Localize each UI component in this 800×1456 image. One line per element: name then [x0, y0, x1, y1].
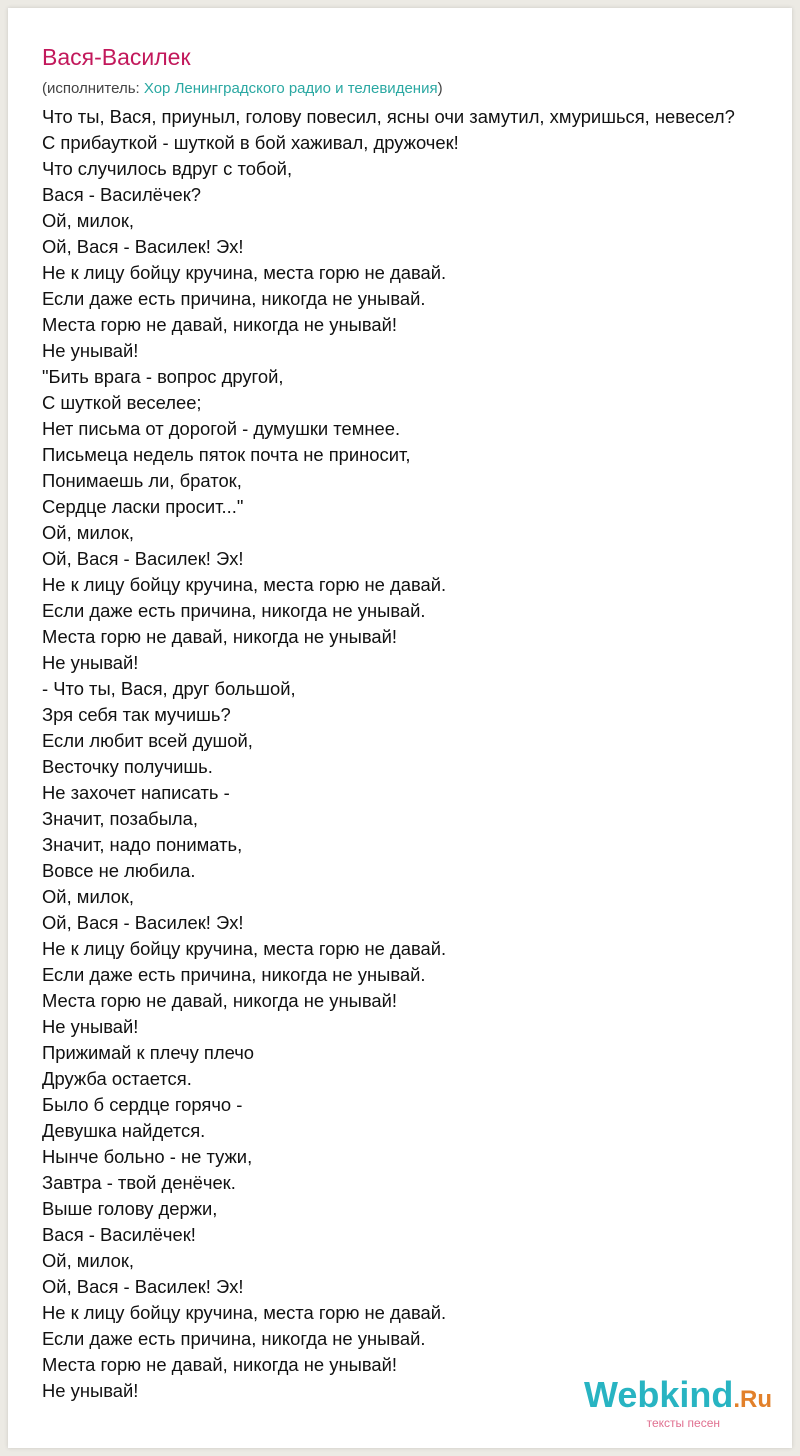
lyric-line: Ой, Вася - Василек! Эх!: [42, 912, 244, 933]
performer-prefix: (исполнитель:: [42, 80, 144, 97]
lyric-line: С шуткой веселее;: [42, 392, 202, 413]
performer-link[interactable]: Хор Ленинградского радио и телевидения: [143, 80, 438, 97]
lyric-line: Места горю не давай, никогда не унывай!: [42, 314, 397, 335]
lyric-line: Что ты, Вася, приуныл, голову повесил, ясны очи замутил, хмуришься, невесел?: [42, 106, 735, 127]
lyric-line: Ой, милок,: [42, 1250, 135, 1271]
lyric-line: Нет письма от дорогой - думушки темнее.: [42, 418, 401, 439]
lyric-line: "Бить врага - вопрос другой,: [42, 366, 284, 387]
lyric-line: Что случилось вдруг с тобой,: [42, 158, 293, 179]
lyric-line: Не захочет написать -: [42, 782, 230, 803]
lyric-line: Не унывай!: [42, 340, 139, 361]
brand-name: Webkind: [583, 1374, 734, 1415]
lyric-line: Письмеца недель пяток почта не приносит,: [42, 444, 411, 465]
lyric-line: Значит, позабыла,: [42, 808, 199, 829]
brand-tagline: тексты песен: [646, 1416, 720, 1430]
song-title: Вася-Василек: [42, 44, 191, 70]
lyric-line: Ой, милок,: [42, 210, 135, 231]
lyric-line: Места горю не давай, никогда не унывай!: [42, 990, 397, 1011]
lyric-line: Места горю не давай, никогда не унывай!: [42, 1354, 397, 1375]
lyric-line: Понимаешь ли, браток,: [42, 470, 242, 491]
lyric-line: Если даже есть причина, никогда не унывай.: [42, 1328, 426, 1349]
lyric-line: Если даже есть причина, никогда не унывай.: [42, 288, 426, 309]
lyric-line: Ой, Вася - Василек! Эх!: [42, 548, 244, 569]
lyric-line: Вовсе не любила.: [42, 860, 196, 881]
performer-suffix: ): [437, 80, 443, 97]
lyric-line: Места горю не давай, никогда не унывай!: [42, 626, 397, 647]
lyric-line: Если даже есть причина, никогда не унывай.: [42, 964, 426, 985]
lyric-line: Ой, Вася - Василек! Эх!: [42, 1276, 244, 1297]
lyric-line: Не к лицу бойцу кручина, места горю не давай.: [42, 262, 447, 283]
site-logo[interactable]: [583, 1374, 772, 1430]
lyric-line: Завтра - твой денёчек.: [42, 1172, 236, 1193]
lyric-line: Не унывай!: [42, 1380, 139, 1401]
lyric-line: Нынче больно - не тужи,: [42, 1146, 253, 1167]
lyric-line: Не унывай!: [42, 652, 139, 673]
lyric-line: Ой, Вася - Василек! Эх!: [42, 236, 244, 257]
brand-tld: .Ru: [733, 1386, 772, 1413]
lyric-line: Было б сердце горячо -: [42, 1094, 243, 1115]
lyric-line: Вася - Василёчек!: [42, 1224, 196, 1245]
lyric-line: Зря себя так мучишь?: [42, 704, 231, 725]
lyrics-card: [8, 8, 792, 1448]
performer-line: [42, 80, 443, 97]
lyric-line: Не к лицу бойцу кручина, места горю не давай.: [42, 574, 447, 595]
lyric-line: Выше голову держи,: [42, 1198, 218, 1219]
lyric-line: Не унывай!: [42, 1016, 139, 1037]
lyric-line: Если любит всей душой,: [42, 730, 253, 751]
lyric-line: Девушка найдется.: [42, 1120, 206, 1141]
lyric-line: Вася - Василёчек?: [42, 184, 201, 205]
lyric-line: Дружба остается.: [42, 1068, 192, 1089]
lyric-line: Сердце ласки просит...": [42, 496, 244, 517]
lyric-line: Ой, милок,: [42, 522, 135, 543]
lyric-line: Прижимай к плечу плечо: [42, 1042, 255, 1063]
lyric-line: Весточку получишь.: [42, 756, 213, 777]
lyric-line: - Что ты, Вася, друг большой,: [42, 678, 296, 699]
lyric-line: Если даже есть причина, никогда не унывай.: [42, 600, 426, 621]
lyric-line: С прибауткой - шуткой в бой хаживал, дружочек!: [42, 132, 459, 153]
lyric-line: Не к лицу бойцу кручина, места горю не давай.: [42, 938, 447, 959]
lyric-line: Ой, милок,: [42, 886, 135, 907]
lyrics-text: [42, 104, 792, 1404]
lyric-line: Не к лицу бойцу кручина, места горю не давай.: [42, 1302, 447, 1323]
lyric-line: Значит, надо понимать,: [42, 834, 243, 855]
